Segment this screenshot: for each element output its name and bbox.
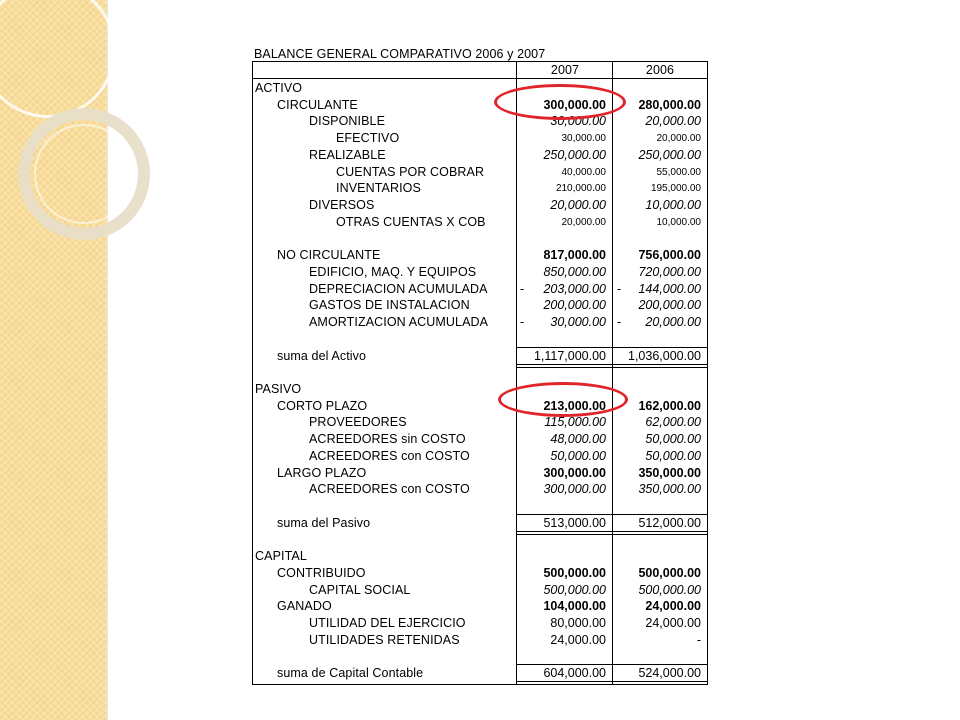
row-label: CORTO PLAZO <box>277 398 368 413</box>
value-2007: 500,000.00 <box>543 565 606 580</box>
value-2007: 200,000.00 <box>543 298 606 313</box>
value-2006: 512,000.00 <box>638 515 701 530</box>
value-2006: 50,000.00 <box>645 432 701 447</box>
value-2006: 144,000.00 <box>638 281 701 296</box>
value-2007: 50,000.00 <box>550 448 606 463</box>
row-label: CAPITAL SOCIAL <box>309 582 411 597</box>
value-2007: 20,000.00 <box>550 198 606 213</box>
value-2007: 300,000.00 <box>543 465 606 480</box>
value-2007: 104,000.00 <box>543 599 606 614</box>
row-label: CAPITAL <box>255 549 307 564</box>
value-2007: 213,000.00 <box>543 398 606 413</box>
value-2006: 20,000.00 <box>656 133 701 145</box>
value-2006: 720,000.00 <box>638 264 701 279</box>
value-2006: 10,000.00 <box>656 216 701 228</box>
value-2007: 30,000.00 <box>550 315 606 330</box>
value-2006: 500,000.00 <box>638 565 701 580</box>
value-2006: 280,000.00 <box>638 97 701 112</box>
value-2007: 817,000.00 <box>543 248 606 263</box>
row-label: CUENTAS POR COBRAR <box>336 164 485 179</box>
value-2007: 24,000.00 <box>550 632 606 647</box>
row-label: AMORTIZACION ACUMULADA <box>309 315 489 330</box>
value-2007: 210,000.00 <box>555 183 606 195</box>
value-2006: - <box>696 632 701 647</box>
value-2006: 200,000.00 <box>638 298 701 313</box>
value-2006: 524,000.00 <box>638 666 701 681</box>
row-label: DEPRECIACION ACUMULADA <box>309 281 488 296</box>
row-label: PASIVO <box>255 381 302 396</box>
value-2007: 850,000.00 <box>543 264 606 279</box>
value-2006: 10,000.00 <box>645 198 701 213</box>
row-label: suma del Activo <box>277 348 367 363</box>
row-label: ACTIVO <box>255 81 303 95</box>
value-2007: 604,000.00 <box>543 666 606 681</box>
year-header-2007: 2007 <box>550 63 580 77</box>
value-2007: 513,000.00 <box>543 515 606 530</box>
row-label: GASTOS DE INSTALACION <box>309 298 470 313</box>
value-2007: 20,000.00 <box>561 216 606 228</box>
value-2007: 30,000.00 <box>550 114 606 129</box>
value-2007: 500,000.00 <box>543 582 606 597</box>
value-2007: 115,000.00 <box>544 415 606 430</box>
value-2007: 48,000.00 <box>550 432 606 447</box>
table-bottom-border <box>252 684 708 685</box>
value-2006: 62,000.00 <box>645 415 701 430</box>
row-label: DISPONIBLE <box>309 114 386 129</box>
value-2007: 1,117,000.00 <box>533 348 606 363</box>
year-header-2006: 2006 <box>645 63 675 77</box>
row-label: EDIFICIO, MAQ. Y EQUIPOS <box>309 264 477 279</box>
value-2007: 300,000.00 <box>543 482 606 497</box>
row-label: NO CIRCULANTE <box>277 248 381 263</box>
row-label: ACREEDORES con COSTO <box>309 448 470 463</box>
negative-sign-2006: - <box>617 315 622 330</box>
value-2006: 50,000.00 <box>645 448 701 463</box>
row-label: suma de Capital Contable <box>277 666 424 681</box>
row-label: PROVEEDORES <box>309 415 407 430</box>
value-2007: 30,000.00 <box>561 133 606 145</box>
value-2007: 203,000.00 <box>543 281 606 296</box>
row-label: ACREEDORES con COSTO <box>309 482 470 497</box>
row-label: CONTRIBUIDO <box>277 565 366 580</box>
value-2006: 1,036,000.00 <box>628 348 701 363</box>
row-label: REALIZABLE <box>309 147 386 162</box>
value-2006: 162,000.00 <box>638 398 701 413</box>
row-label: GANADO <box>277 599 332 614</box>
value-2007: 250,000.00 <box>543 147 606 162</box>
row-label: UTILIDADES RETENIDAS <box>309 632 460 647</box>
negative-sign-2007: - <box>520 281 525 296</box>
value-2006: 350,000.00 <box>638 482 701 497</box>
value-2006: 756,000.00 <box>638 248 701 263</box>
value-2006: 24,000.00 <box>645 599 701 614</box>
column-divider-2007 <box>516 61 517 684</box>
highlight-circle-corto-plazo <box>498 382 628 417</box>
column-divider-2006 <box>612 61 613 684</box>
table-left-border <box>252 61 253 684</box>
row-label: INVENTARIOS <box>336 181 421 196</box>
value-2006: 500,000.00 <box>638 582 701 597</box>
value-2007: 80,000.00 <box>550 616 606 631</box>
value-2006: 350,000.00 <box>638 465 701 480</box>
table-top-border <box>252 61 708 62</box>
row-label: DIVERSOS <box>309 198 375 213</box>
row-label: CIRCULANTE <box>277 97 358 112</box>
negative-sign-2006: - <box>617 281 622 296</box>
highlight-circle-circulante <box>494 84 626 120</box>
table-right-border <box>707 61 708 684</box>
row-label: LARGO PLAZO <box>277 465 367 480</box>
row-label: OTRAS CUENTAS X COB <box>336 214 486 229</box>
row-label: EFECTIVO <box>336 131 400 146</box>
value-2007: 40,000.00 <box>561 166 606 178</box>
value-2006: 24,000.00 <box>645 616 701 631</box>
row-label: UTILIDAD DEL EJERCICIO <box>309 616 466 631</box>
value-2007: 300,000.00 <box>543 97 606 112</box>
sheet-title: BALANCE GENERAL COMPARATIVO 2006 y 2007 <box>254 47 546 61</box>
value-2006: 20,000.00 <box>645 114 701 129</box>
value-2006: 55,000.00 <box>656 166 701 178</box>
value-2006: 250,000.00 <box>638 147 701 162</box>
negative-sign-2007: - <box>520 315 525 330</box>
value-2006: 20,000.00 <box>645 315 701 330</box>
row-label: ACREEDORES sin COSTO <box>309 432 466 447</box>
value-2006: 195,000.00 <box>650 183 701 195</box>
header-underline <box>252 78 708 79</box>
row-label: suma del Pasivo <box>277 515 371 530</box>
